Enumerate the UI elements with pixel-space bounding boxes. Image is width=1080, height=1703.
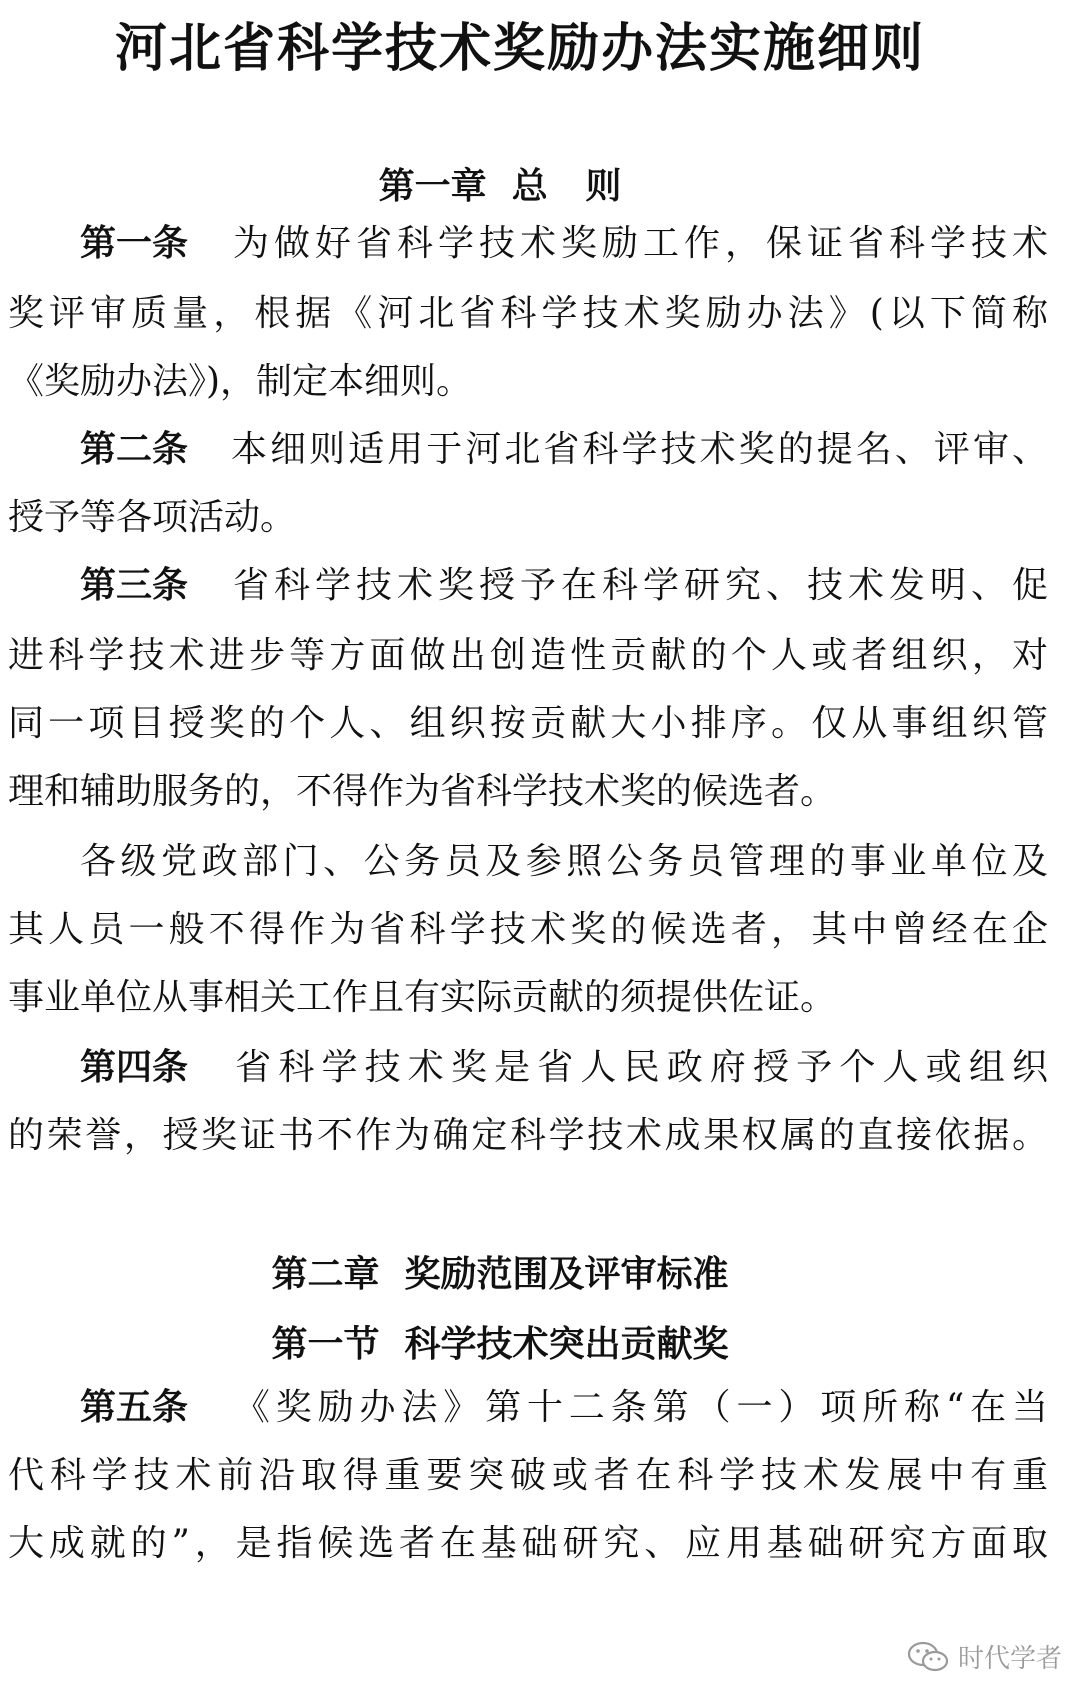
article-3-line-3: 同一项目授奖的个人、组织按贡献大小排序。仅从事组织管 <box>8 703 1048 744</box>
document-title: 河北省科学技术奖励办法实施细则 <box>114 19 925 79</box>
article-3-line-2: 进科学技术进步等方面做出创造性贡献的个人或者组织，对 <box>8 635 1048 676</box>
article-3-para-2-line-2: 其人员一般不得作为省科学技术奖的候选者，其中曾经在企 <box>8 909 1048 950</box>
watermark <box>906 1638 1062 1675</box>
article-2-line-2: 授予等各项活动。 <box>8 497 297 538</box>
article-3-line-4: 理和辅助服务的，不得作为省科学技术奖的候选者。 <box>8 771 837 812</box>
section-1-heading: 第一节 科学技术突出贡献奖 <box>271 1324 729 1365</box>
article-5-label: 第五条 <box>80 1387 189 1428</box>
watermark-text: 时代学者 <box>957 1644 1062 1674</box>
article-3-label: 第三条 <box>80 565 189 606</box>
article-5-line-1: 第五条 《奖励办法》第十二条第（一）项所称“在当 <box>80 1387 1048 1428</box>
chapter-1-heading: 第一章 总 则 <box>378 166 622 207</box>
article-2-label: 第二条 <box>80 429 189 470</box>
article-4-line-2: 的荣誉，授奖证书不作为确定科学技术成果权属的直接依据。 <box>8 1115 1048 1156</box>
article-4-line-1: 第四条 省科学技术奖是省人民政府授予个人或组织 <box>80 1047 1048 1088</box>
chapter-2-heading: 第二章 奖励范围及评审标准 <box>271 1254 729 1295</box>
article-4-label: 第四条 <box>80 1047 189 1088</box>
article-2-line-1: 第二条 本细则适用于河北省科学技术奖的提名、评审、 <box>80 429 1048 470</box>
article-3-para-2-line-1: 各级党政部门、公务员及参照公务员管理的事业单位及 <box>80 841 1048 882</box>
article-1-label: 第一条 <box>80 223 189 264</box>
article-3-line-1: 第三条 省科学技术奖授予在科学研究、技术发明、促 <box>80 565 1048 606</box>
article-1-line-3: 《奖励办法》)，制定本细则。 <box>8 361 473 402</box>
wechat-icon <box>906 1640 950 1674</box>
article-1-line-1: 第一条 为做好省科学技术奖励工作，保证省科学技术 <box>80 223 1048 264</box>
article-3-para-2-line-3: 事业单位从事相关工作且有实际贡献的须提供佐证。 <box>8 977 837 1018</box>
article-5-line-3: 大成就的”，是指候选者在基础研究、应用基础研究方面取 <box>8 1523 1048 1564</box>
article-5-line-2: 代科学技术前沿取得重要突破或者在科学技术发展中有重 <box>8 1455 1048 1496</box>
article-1-line-2: 奖评审质量，根据《河北省科学技术奖励办法》(以下简称 <box>8 293 1048 334</box>
